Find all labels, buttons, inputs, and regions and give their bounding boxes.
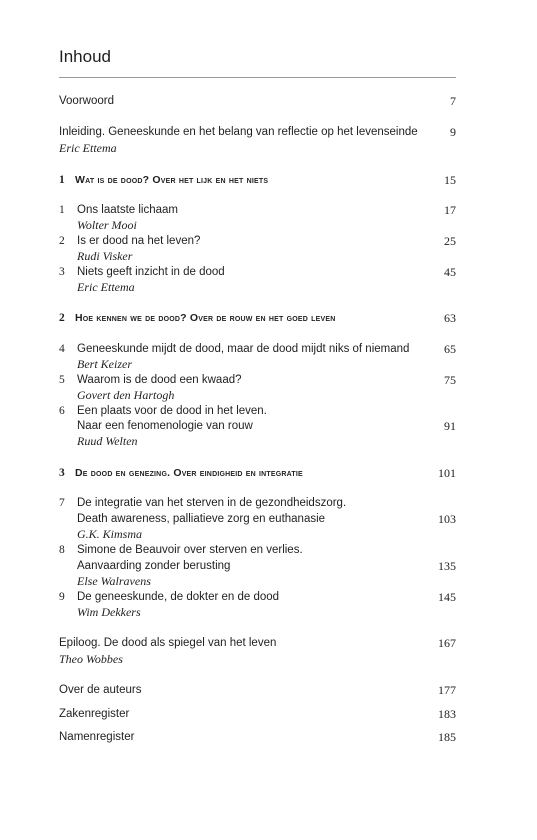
toc-entry xyxy=(59,683,456,698)
toc-entry-title: Waarom is de dood een kwaad? xyxy=(77,374,242,386)
toc-page-number: 75 xyxy=(444,373,456,387)
author-name: Theo Wobbes xyxy=(59,652,123,666)
toc-entry-number: 4 xyxy=(59,343,65,355)
toc-page-number: 183 xyxy=(438,707,456,721)
toc-author-line xyxy=(59,527,456,542)
toc-author-line xyxy=(59,141,456,156)
toc-entry xyxy=(59,496,456,511)
toc-page-number: 9 xyxy=(450,125,456,139)
toc-entry xyxy=(59,342,456,357)
toc-entry xyxy=(59,636,456,651)
toc-entry-title: Wat is de dood? Over het lijk en het niets xyxy=(75,174,269,186)
toc-entry xyxy=(59,234,456,249)
toc-entry xyxy=(59,512,456,527)
toc-entry xyxy=(59,404,456,419)
toc-author-line xyxy=(59,574,456,589)
toc-entry-number: 3 xyxy=(59,266,65,278)
toc-entry-number: 1 xyxy=(59,204,65,216)
toc-entry-number: 1 xyxy=(59,174,65,186)
toc-page-number: 177 xyxy=(438,683,456,697)
toc-entry-title: Niets geeft inzicht in de dood xyxy=(77,266,225,278)
toc-author-line xyxy=(59,357,456,372)
toc-entry xyxy=(59,707,456,722)
toc-entry-title: Is er dood na het leven? xyxy=(77,235,201,247)
toc-entry-title: De dood en genezing. Over eindigheid en integratie xyxy=(75,467,303,479)
toc-entry-number: 7 xyxy=(59,497,65,509)
toc-entry xyxy=(59,419,456,434)
author-name: Else Walravens xyxy=(77,574,151,588)
toc-part-entry xyxy=(59,311,456,326)
toc-part-entry xyxy=(59,466,456,481)
toc-entry xyxy=(59,94,456,109)
toc-entry-title: De geneeskunde, de dokter en de dood xyxy=(77,591,280,603)
toc-page-number: 7 xyxy=(450,94,456,108)
toc-entry-number: 5 xyxy=(59,374,65,386)
toc-entry xyxy=(59,373,456,388)
toc-entry-title: Ons laatste lichaam xyxy=(77,204,178,216)
title-rule xyxy=(59,77,456,78)
toc-page-number: 45 xyxy=(444,265,456,279)
toc-entry-number: 9 xyxy=(59,591,65,603)
toc-entry-title: Aanvaarding zonder berusting xyxy=(77,560,231,572)
toc-page-number: 101 xyxy=(438,466,456,480)
toc-author-line xyxy=(59,218,456,233)
toc-entry-title: Naar een fenomenologie van rouw xyxy=(77,420,253,432)
toc-author-line xyxy=(59,652,456,667)
toc-page-number: 135 xyxy=(438,559,456,573)
toc-page-number: 65 xyxy=(444,342,456,356)
toc-page-number: 145 xyxy=(438,590,456,604)
author-name: Wim Dekkers xyxy=(77,605,141,619)
author-name: Wolter Mooi xyxy=(77,218,137,232)
toc-entry-title: Voorwoord xyxy=(59,95,114,107)
toc-author-line xyxy=(59,388,456,403)
toc-entry-title: Namenregister xyxy=(59,731,135,743)
author-name: Bert Keizer xyxy=(77,357,132,371)
toc-entry xyxy=(59,559,456,574)
toc-entry-title: Een plaats voor de dood in het leven. xyxy=(77,405,267,417)
toc-page-number: 103 xyxy=(438,512,456,526)
toc-page-number: 63 xyxy=(444,311,456,325)
toc-entry xyxy=(59,543,456,558)
toc-page-number: 15 xyxy=(444,173,456,187)
page-title: Inhoud xyxy=(59,47,111,66)
author-name: G.K. Kimsma xyxy=(77,527,143,541)
toc-entry-title: Zakenregister xyxy=(59,708,130,720)
toc-page-number: 25 xyxy=(444,234,456,248)
toc-entry-title: De integratie van het sterven in de gezondheidszorg. xyxy=(77,497,347,509)
toc-page-number: 185 xyxy=(438,730,456,744)
toc-entry-title: Geneeskunde mijdt de dood, maar de dood mijdt niks of niemand xyxy=(77,343,410,355)
toc-page-number: 91 xyxy=(444,419,456,433)
author-name: Eric Ettema xyxy=(59,141,117,155)
author-name: Govert den Hartogh xyxy=(77,388,175,402)
toc-entry xyxy=(59,203,456,218)
toc-entry-number: 2 xyxy=(59,235,65,247)
toc-part-entry xyxy=(59,173,456,188)
toc-entry-title: Simone de Beauvoir over sterven en verlies. xyxy=(77,544,303,556)
toc-entry-title: Epiloog. De dood als spiegel van het leven xyxy=(59,637,277,649)
toc-entry-title: Death awareness, palliatieve zorg en euthanasie xyxy=(77,513,326,525)
toc-entry-title: Hoe kennen we de dood? Over de rouw en het goed leven xyxy=(75,312,336,324)
toc-entry-number: 2 xyxy=(59,312,65,324)
toc-entry-title: Over de auteurs xyxy=(59,684,142,696)
author-name: Ruud Welten xyxy=(77,434,138,448)
toc-entry-number: 6 xyxy=(59,405,65,417)
toc-entry xyxy=(59,125,456,140)
author-name: Eric Ettema xyxy=(77,280,135,294)
toc-entry-title: Inleiding. Geneeskunde en het belang van reflectie op het levenseinde xyxy=(59,126,418,138)
toc-entry xyxy=(59,730,456,745)
toc-entry xyxy=(59,590,456,605)
toc-page-number: 17 xyxy=(444,203,456,217)
toc-author-line xyxy=(59,434,456,449)
toc-entry-number: 8 xyxy=(59,544,65,556)
toc-page-number: 167 xyxy=(438,636,456,650)
toc-author-line xyxy=(59,249,456,264)
toc-author-line xyxy=(59,280,456,295)
author-name: Rudi Visker xyxy=(77,249,133,263)
toc-entry-number: 3 xyxy=(59,467,65,479)
toc-entry xyxy=(59,265,456,280)
toc-author-line xyxy=(59,605,456,620)
